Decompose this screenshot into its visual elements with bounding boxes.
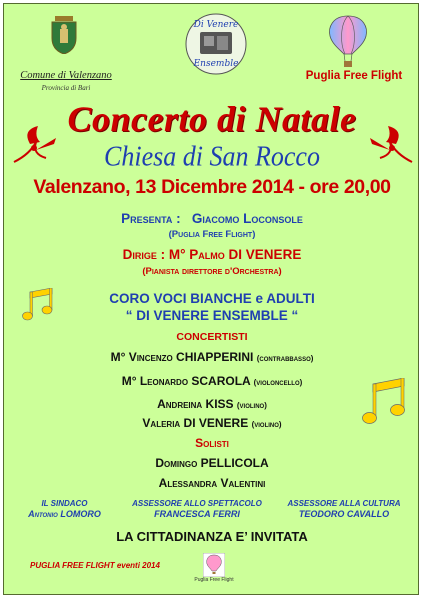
concertista-row bbox=[4, 416, 419, 430]
page-title: Concerto di Natale bbox=[67, 99, 357, 139]
presenta-org: (Puglia Free Flight) bbox=[168, 229, 256, 240]
concertista-instrument: (violoncello) bbox=[253, 378, 303, 387]
solisti-heading: Solisti bbox=[195, 436, 229, 450]
concertista-name: Andreina KISS bbox=[157, 397, 234, 411]
coro-line-1: CORO VOCI BIANCHE e ADULTI bbox=[109, 291, 315, 306]
concertista-instrument: (contrabbasso) bbox=[256, 354, 314, 363]
concertista-row bbox=[4, 374, 419, 388]
concertista-row bbox=[4, 397, 419, 411]
credit-role: ASSESSORE ALLA CULTURA bbox=[287, 499, 401, 508]
venue: Chiesa di San Rocco bbox=[104, 140, 320, 173]
invitation: LA CITTADINANZA E’ INVITATA bbox=[116, 529, 308, 544]
credit-name: Antonio LOMORO bbox=[28, 509, 101, 519]
hot-air-balloon-icon bbox=[326, 14, 370, 70]
credit-role: IL SINDACO bbox=[41, 499, 88, 508]
concertisti-heading: CONCERTISTI bbox=[176, 331, 248, 343]
footer-text: PUGLIA FREE FLIGHT eventi 2014 bbox=[30, 561, 160, 570]
credit-name: TEODORO CAVALLO bbox=[298, 509, 390, 519]
ensemble-logo bbox=[184, 12, 248, 76]
concertista-instrument: (violino) bbox=[236, 401, 267, 410]
solista-name: Domingo PELLICOLA bbox=[155, 456, 269, 470]
poster bbox=[3, 3, 419, 595]
ensemble-logo-bottom: Ensemble bbox=[193, 59, 239, 69]
provincia-name: Provincia di Bari bbox=[41, 84, 91, 92]
dirige-line: Dirige : M° Palmo DI VENERE bbox=[122, 247, 302, 262]
solista-name: Alessandra Valentini bbox=[158, 476, 266, 490]
concertista-instrument: (violino) bbox=[251, 420, 282, 429]
credit-name: FRANCESCA FERRI bbox=[154, 509, 240, 519]
puglia-free-flight-label: Puglia Free Flight bbox=[305, 70, 403, 82]
coat-of-arms-icon bbox=[49, 16, 79, 54]
credit-role: ASSESSORE ALLO SPETTACOLO bbox=[132, 499, 262, 508]
concertista-name: M° Leonardo SCAROLA bbox=[121, 374, 251, 388]
concertista-name: Valeria DI VENERE bbox=[142, 416, 249, 430]
date-line: Valenzano, 13 Dicembre 2014 - ore 20,00 bbox=[33, 176, 391, 198]
ensemble-logo-top: Di Venere bbox=[193, 20, 239, 30]
footer-logo-caption: Puglia Free Flight bbox=[194, 577, 234, 583]
coro-line-2: “ DI VENERE ENSEMBLE “ bbox=[125, 308, 299, 323]
concertista-name: M° Vincenzo CHIAPPERINI bbox=[110, 350, 254, 364]
presenta-label: Presenta : bbox=[121, 211, 181, 226]
comune-name: Comune di Valenzano bbox=[20, 70, 112, 81]
presenta-line bbox=[4, 211, 419, 226]
footer-balloon-icon bbox=[203, 553, 225, 577]
dirige-role: (Pianista direttore d'Orchestra) bbox=[142, 266, 282, 277]
concertista-row bbox=[4, 350, 419, 364]
presenta-name: Giacomo Loconsole bbox=[191, 211, 303, 226]
